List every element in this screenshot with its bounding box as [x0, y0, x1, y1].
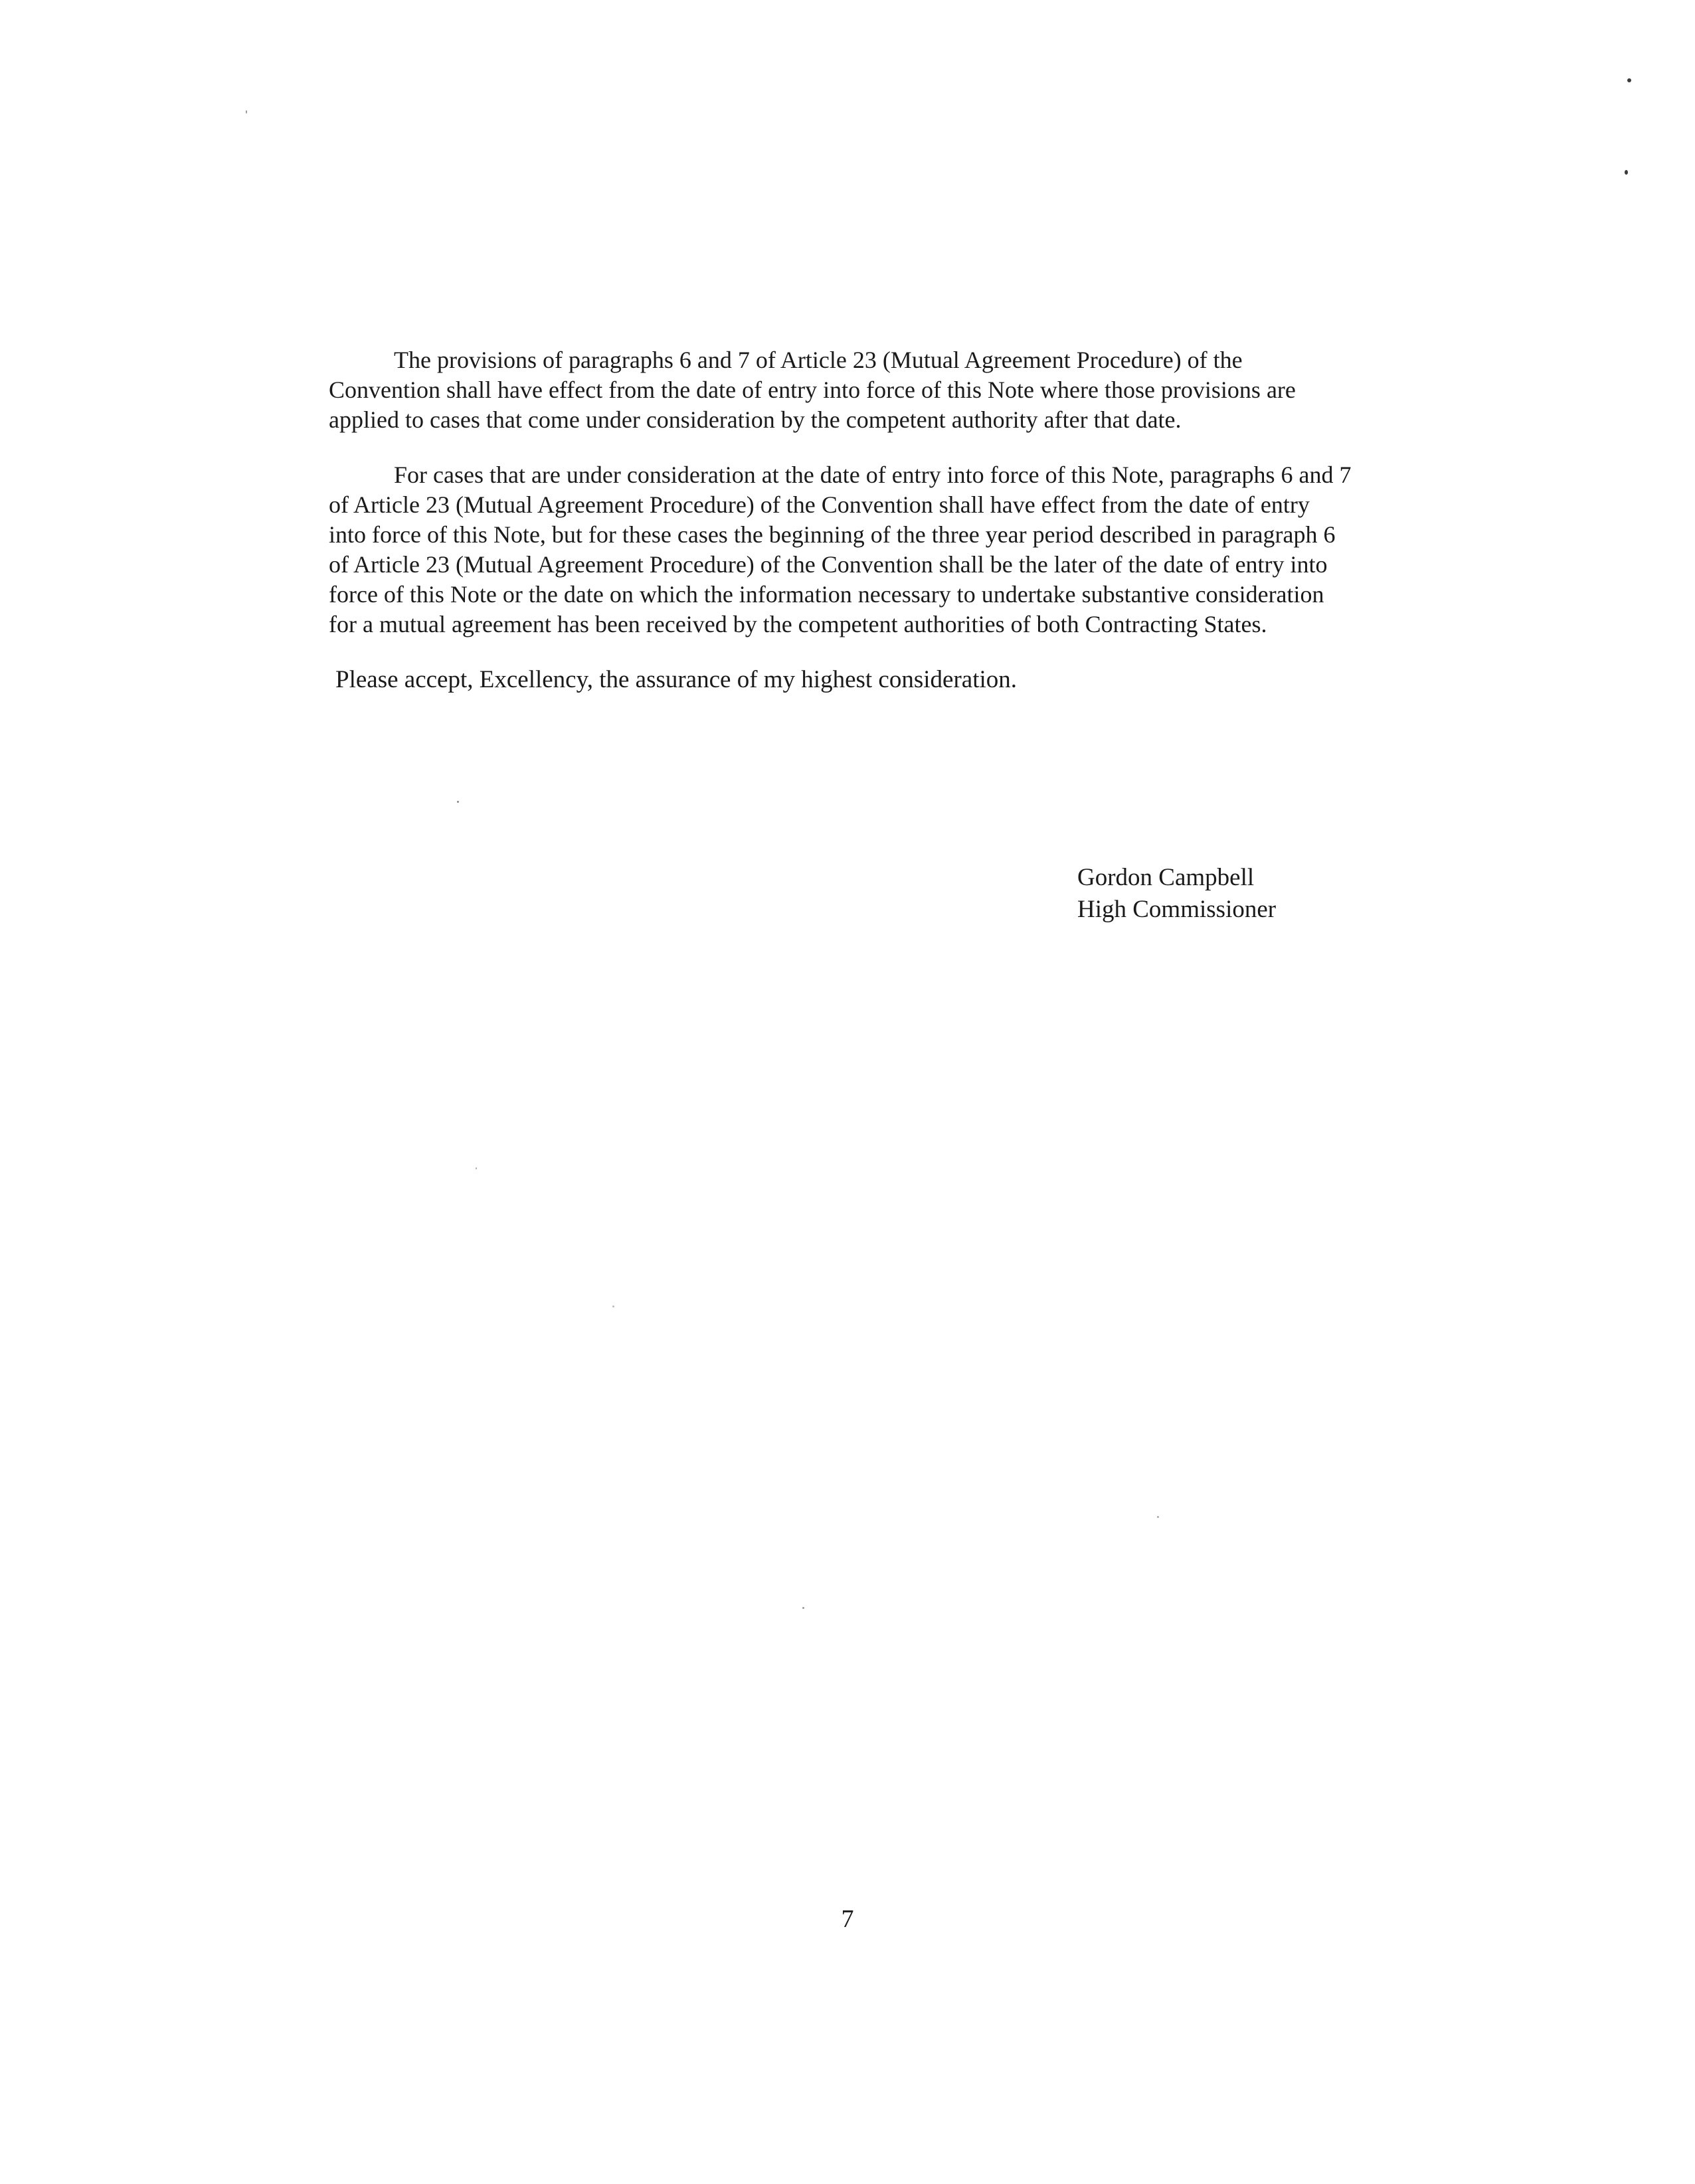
scan-speck [476, 1167, 477, 1169]
letter-body [329, 345, 1352, 720]
signatory-title: High Commissioner [1077, 896, 1277, 923]
signature-block [1077, 862, 1276, 926]
scan-speck [457, 801, 459, 803]
signatory-name: Gordon Campbell [1077, 864, 1255, 891]
page-number: 7 [841, 1905, 854, 1933]
paragraph-effective-date: The provisions of paragraphs 6 and 7 of Article 23 (Mutual Agreement Procedure) of the Convention shall have effect from the date of entry into force of this Note where those provisions are applied to cases that come under consideration by the competent authority after that date. [329, 347, 1296, 433]
scan-speck [1627, 78, 1631, 82]
scan-speck [612, 1305, 614, 1307]
closing-line: Please accept, Excellency, the assurance of my highest consideration. [335, 666, 1018, 693]
paragraph-pending-cases: For cases that are under consideration at the date of entry into force of this Note, paragraphs 6 and 7 of Article 23 (Mutual Agreement Procedure) of the Convention shall have effect from the date of entry into force of this Note, but for these cases the beginning of the three year period described in paragraph 6 of Article 23 (Mutual Agreement Procedure) of the Convention shall be the later of the date of entry into force of this Note or the date on which the information necessary to undertake substantive consideration for a mutual agreement has been received by the competent authorities of both Contracting States. [329, 462, 1352, 637]
scan-speck [1625, 170, 1628, 175]
scan-speck [1157, 1516, 1159, 1518]
scan-speck [246, 110, 247, 114]
scan-speck [802, 1607, 804, 1609]
